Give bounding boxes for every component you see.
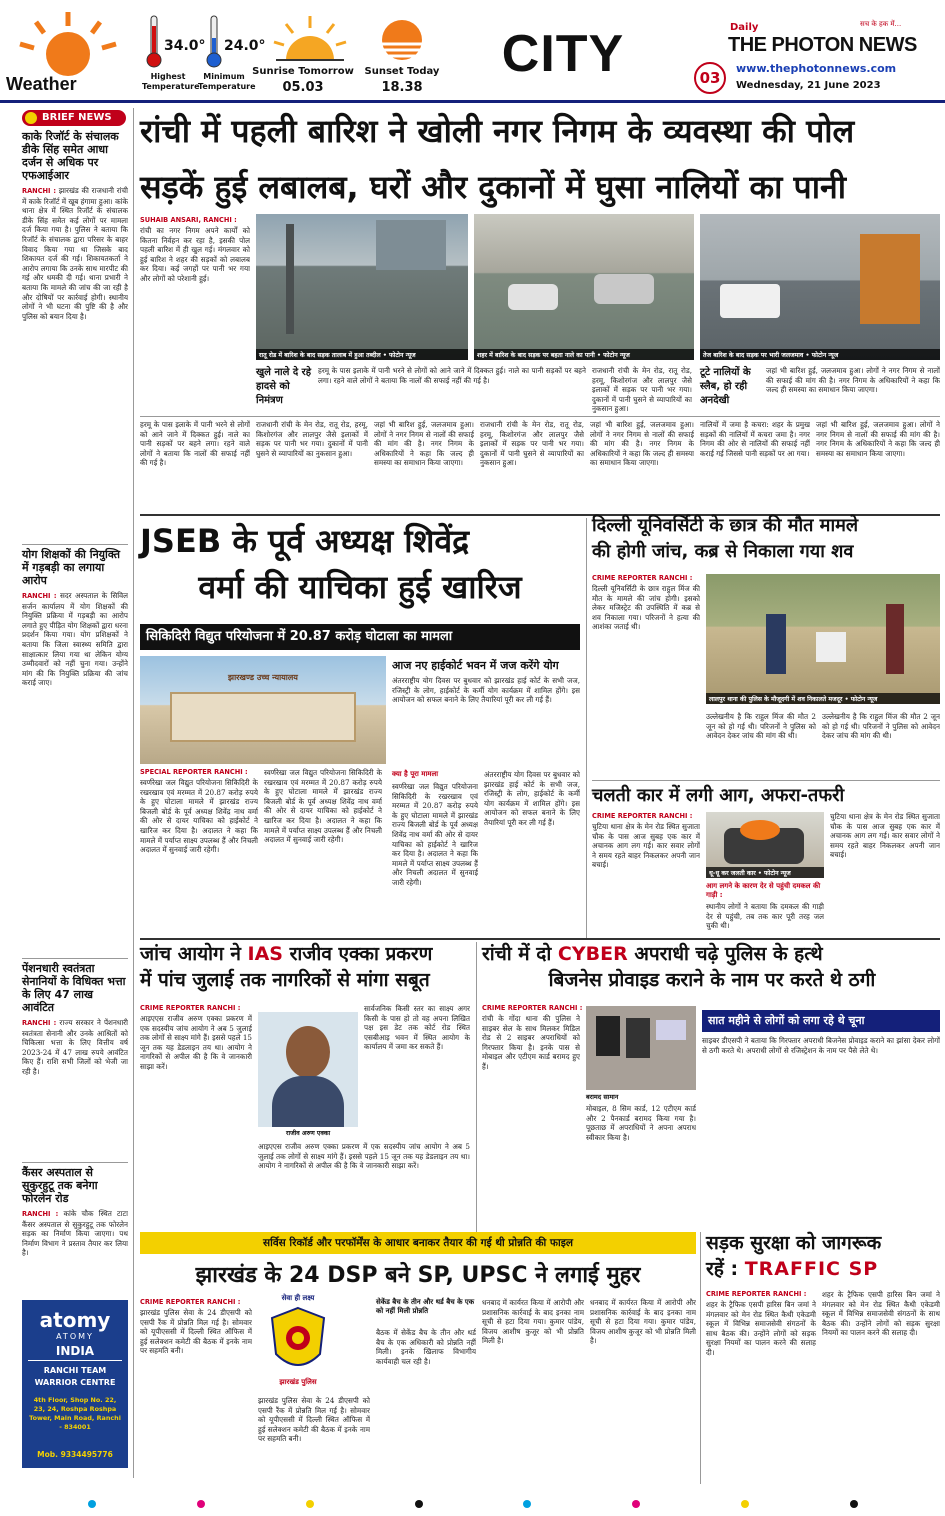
lead-col-7: राजधानी रांची के मेन रोड, रातू रोड, हरमू, किशोरगंज और लालपुर जैसे इलाकों में सड़क पर पानी भर गया। दुकानों में पानी घुसने से व्यापारियों का नुकसान हुआ। xyxy=(480,420,584,468)
ias-photo xyxy=(258,1012,358,1138)
car-subhead: आग लगने के कारण देर से पहुंची दमकल की गाड़ी : xyxy=(706,882,821,899)
police-badge-icon xyxy=(268,1306,328,1378)
cyber-side-text: साइबर डीएसपी ने बताया कि गिरफ्तार अपराधी बिजनेस प्रोवाइड कराने का झांसा देकर लोगों से ठगी करते थे। अपराधी लोगों से रजिस्ट्रेशन के नाम पर पैसे लेते थे। xyxy=(702,1036,940,1055)
lead-col-4: हरमू के पास इलाके में पानी भरने से लोगों को आने जाने में दिक्कत हुई। नाले का पानी सड़कों पर बहने लगा। रहने वाले लोगों ने बताया कि नालों की सफाई नहीं की गई है। xyxy=(140,420,250,468)
atomy-country: INDIA xyxy=(55,1344,95,1358)
lead-col-10: जहां भी बारिश हुई, जलजमाव हुआ। लोगों ने नगर निगम से नालों की सफाई की मांग की है। नगर निगम के अधिकारियों ने कहा कि जल्द ही समस्या का समाधान किया जाएगा। xyxy=(816,420,940,458)
brief-news-badge xyxy=(22,110,126,126)
atomy-line1: RANCHI TEAM xyxy=(43,1366,107,1375)
minimum-label: Minimum Temperature xyxy=(198,72,256,91)
traffic-sp-label: TRAFFIC SP xyxy=(744,1258,879,1280)
sunrise-time: 05.03 xyxy=(282,80,324,95)
ias-text: आइएएस राजीव अरुण एक्का प्रकरण में एक सदस्यीय जांच आयोग ने अब 5 जुलाई तक लोगों से साक्ष्य मांगे हैं। इससे पहले 15 जून तक यह डेडलाइन तय था। आयोग ने नागरिकों से अपील की है कि वे जानकारी साझा करें। xyxy=(140,1014,252,1071)
dsp-subhead: सेकेंड बैच के तीन और थर्ड बैच के एक को नहीं मिली प्रोन्नति xyxy=(376,1298,475,1315)
emblem-bottom-text: झारखंड पुलिस xyxy=(279,1378,317,1386)
lead-photo-1 xyxy=(256,214,468,360)
atomy-mobile: Mob. 9334495776 xyxy=(37,1450,113,1459)
cyber-photo xyxy=(586,1006,696,1090)
weather-label: Weather xyxy=(6,74,77,94)
lead-col-8: जहां भी बारिश हुई, जलजमाव हुआ। लोगों ने नगर निगम से नालों की सफाई की मांग की है। नगर निगम के अधिकारियों ने कहा कि जल्द ही समस्या का समाधान किया जाएगा। xyxy=(590,420,694,468)
sidebar-story-3 xyxy=(22,962,128,1158)
ias-text-2: सार्वजनिक किसी स्तर का साक्ष्य अगर किसी के पास हो तो वह अपना लिखित पक्ष इस डेट तक कोर्ट रोड स्थित एसबीआइ भवन में स्थित आयोग के कार्यालय में जमा कर सकते हैं। xyxy=(364,1004,470,1052)
dsp-banner: सर्विस रिकॉर्ड और परफॉर्मेंस के आधार बनाकर तैयार की गई थी प्रोन्नति की फाइल xyxy=(140,1232,696,1254)
sidebar-headline: काके रिजॉर्ट के संचालक डीके सिंह समेत आधा दर्जन से अधिक पर एफआईआर xyxy=(22,130,119,182)
headline-highlight: IAS xyxy=(247,943,283,965)
page-number: 03 xyxy=(694,62,726,94)
car-photo xyxy=(706,812,824,878)
lead-col-5: राजधानी रांची के मेन रोड, रातू रोड, हरमू, किशोरगंज और लालपुर जैसे इलाकों में सड़क पर पानी भर गया। दुकानों में पानी घुसने से व्यापारियों का नुकसान हुआ। xyxy=(256,420,368,458)
lead-photo-2 xyxy=(474,214,694,360)
jseb-text-4: अंतरराष्ट्रीय योग दिवस पर बुधवार को झारखंड हाई कोर्ट के सभी जज, रजिस्ट्री के लोग, हाईकोर्ट के कर्मी योग कार्यक्रम में शामिल होंगे। इस आयोजन को सफल बनाने के लिए तैयारियां पूरी कर ली गई हैं। xyxy=(484,770,580,827)
ias-text-3: आइएएस राजीव अरुण एक्का प्रकरण में एक सदस्यीय जांच आयोग ने अब 5 जुलाई तक लोगों से साक्ष्य मांगे हैं। इससे पहले 15 जून तक यह डेडलाइन तय था। आयोग ने नागरिकों से अपील की है कि वे जानकारी साझा करें। xyxy=(258,1142,470,1171)
sunset-icon xyxy=(372,16,432,62)
jseb-subhead: सिकिदिरी विद्युत परियोजना में 20.87 करोड़ घोटाला का मामला xyxy=(140,624,580,650)
atomy-sub: ATOMY xyxy=(56,1332,94,1341)
lead-intro: रांची का नगर निगम अपने कार्यों को कितना निर्वहन कर रहा है, इसकी पोल पहली बारिश में ही खुल गई। मंगलवार को हुई बारिश ने शहर की सड़कों को लबालब कर दिया। कई जगहों पर पानी भर गया और लोगों को परेशानी हुई। xyxy=(140,226,250,283)
headline-highlight: CYBER xyxy=(557,943,628,965)
thermometer-low-icon xyxy=(206,14,222,70)
jseb-text-1: स्वर्णरेखा जल विद्युत परियोजना सिकिदिरी के रखरखाव एवं मरम्मत में 20.87 करोड़ रुपये के हुए घोटाला मामले में झारखंड राज्य बिजली बोर्ड के पूर्व अध्यक्ष शिवेंद्र नाथ वर्मा की ओर से दायर याचिका को हाईकोर्ट ने खारिज कर दिया है। अदालत ने कहा कि मामले में पर्याप्त साक्ष्य उपलब्ध हैं और निचली अदालत में सुनवाई जारी रहेगी। xyxy=(140,778,258,855)
jseb-photo-sign: झारखण्ड उच्च न्यायालय xyxy=(228,673,298,682)
ias-headline-1: जांच आयोग ने IAS राजीव एक्का प्रकरण xyxy=(140,943,433,965)
car-text-3: स्थानीय लोगों ने बताया कि दमकल की गाड़ी देर से पहुंची, तब तक कार पूरी तरह जल चुकी थी। xyxy=(706,902,824,931)
masthead xyxy=(0,0,945,104)
cyber-headline-1: रांची में दो CYBER अपराधी चढ़े पुलिस के हत्थे xyxy=(482,943,823,965)
sidebar-story-2 xyxy=(22,548,128,949)
jseb-side-headline: आज नए हाईकोर्ट भवन में जज करेंगे योग xyxy=(392,659,559,672)
lead-col-6: जहां भी बारिश हुई, जलजमाव हुआ। लोगों ने नगर निगम से नालों की सफाई की मांग की है। नगर निगम के अधिकारियों ने कहा कि जल्द ही समस्या का समाधान किया जाएगा। xyxy=(374,420,474,468)
tagline: सच के हक में... xyxy=(860,20,902,28)
sidebar-headline: पेंशनधारी स्वतंत्रता सेनानियों के विधिक्त भत्ता के लिए 47 लाख आवंटित xyxy=(22,962,126,1014)
ias-byline: CRIME REPORTER RANCHI : xyxy=(140,1004,241,1012)
sidebar-text: RANCHI : कांके चौक स्थित टाटा कैंसर अस्पताल से सुकुरहुटू तक फोरलेन सड़क का निर्माण किया जाएगा। पथ निर्माण विभाग ने प्रस्ताव तैयार कर लिया है। xyxy=(22,1209,128,1258)
lead-photo-3-caption: तेज बारिश के बाद सड़क पर भारी जलजमाव • फोटोन न्यूज xyxy=(700,349,940,360)
sidebar-text: RANCHI : राज्य सरकार ने पेंशनधारी स्वतंत्रता सेनानी और उनके आश्रितों को चिकित्सा भत्ता के लिए वित्तीय वर्ष 2023-24 में 47 लाख रुपये आवंटित किए हैं। राशि सभी जिलों को भेजी जा रही है। xyxy=(22,1018,128,1076)
du-photo-caption: लालपुर थाना की पुलिस के मौजूदगी में शव निकालते मजदूर • फोटोन न्यूज xyxy=(706,693,940,704)
sidebar-story-4 xyxy=(22,1166,128,1305)
sidebar-text: RANCHI : झारखंड की राजधानी रांची में काके रिजॉर्ट में खूब हंगामा हुआ। कांके थाना क्षेत्र में स्थित रिजॉर्ट के संचालक डीके सिंह समेत कई लोगों पर मामला दर्ज किया गया है। पुलिस ने बताया कि रिजॉर्ट के संचालक द्वारा परिसर के बाहर विवाद किया गया था जिसके बाद शिकायत दर्ज की गई। शिकायतकर्ता ने आरोप लगाया कि उनके साथ मारपीट की गई और धमकी दी गई। थाना प्रभारी ने बताया कि मामले की जांच की जा रही है और दोषियों पर कार्रवाई होगी। स्थानीय लोगों ने भी घटना की पुष्टि की है और पुलिस को बयान दिया है। xyxy=(22,186,128,321)
car-headline: चलती कार में लगी आग, अफरा-तफरी xyxy=(592,785,845,806)
print-color-marks xyxy=(88,1500,858,1510)
cyber-photo-caption: बरामद सामान xyxy=(586,1093,619,1101)
lead-byline: SUHAIB ANSARI, RANCHI : xyxy=(140,216,237,224)
cyber-text-2: मोबाइल, 8 सिम कार्ड, 12 एटीएम कार्ड और 2 पैनकार्ड बरामद किया गया है। पूछताछ में अपराधियों ने अपना अपराध स्वीकार किया है। xyxy=(586,1104,696,1142)
sunset-time: 18.38 xyxy=(381,80,423,95)
du-text-2: उल्लेखनीय है कि राहुल मिंज की मौत 2 जून को हो गई थी। परिजनों ने पुलिस को आवेदन देकर जांच की मांग की थी। xyxy=(706,712,816,741)
section-title: CITY xyxy=(501,25,625,83)
website-link[interactable]: www.thephotonnews.com xyxy=(736,62,897,75)
du-headline-1: दिल्ली यूनिवर्सिटी के छात्र की मौत मामले xyxy=(592,515,859,536)
lead-col-1: हरमू के पास इलाके में पानी भरने से लोगों को आने जाने में दिक्कत हुई। नाले का पानी सड़कों पर बहने लगा। रहने वाले लोगों ने बताया कि नालों की सफाई नहीं की गई है। xyxy=(318,366,586,385)
jseb-byline: SPECIAL REPORTER RANCHI : xyxy=(140,768,248,776)
jseb-text-2: स्वर्णरेखा जल विद्युत परियोजना सिकिदिरी के रखरखाव एवं मरम्मत में 20.87 करोड़ रुपये के हुए घोटाला मामले में झारखंड राज्य बिजली बोर्ड के पूर्व अध्यक्ष शिवेंद्र नाथ वर्मा की ओर से दायर याचिका को हाईकोर्ट ने खारिज कर दिया है। अदालत ने कहा कि मामले में पर्याप्त साक्ष्य उपलब्ध हैं और निचली अदालत में सुनवाई जारी रहेगी। xyxy=(264,768,382,845)
atomy-line2: WARRIOR CENTRE xyxy=(34,1378,116,1387)
car-text-2: चुटिया थाना क्षेत्र के मेन रोड स्थित सुजाता चौक के पास आज सुबह एक कार में अचानक आग लग गई। कार सवार लोगों ने समय रहते बाहर निकलकर अपनी जान बचाई। xyxy=(830,812,940,860)
traffic-headline-1: सड़क सुरक्षा को जागरूक xyxy=(706,1232,882,1254)
lead-headline-1: रांची में पहली बारिश ने खोली नगर निगम के व्यवस्था की पोल xyxy=(140,112,855,150)
atomy-address: 4th Floor, Shop No. 22, 23, 24, Roshpa Roshpa Tower, Main Road, Ranchi - 834001 xyxy=(29,1396,121,1431)
lead-col-3: जहां भी बारिश हुई, जलजमाव हुआ। लोगों ने नगर निगम से नालों की सफाई की मांग की है। नगर निगम के अधिकारियों ने कहा कि जल्द ही समस्या का समाधान किया जाएगा। xyxy=(766,366,940,395)
dsp-headline: झारखंड के 24 DSP बने SP, UPSC ने लगाई मुहर xyxy=(195,1263,641,1288)
du-headline-2: की होगी जांच, कब्र से निकाला गया शव xyxy=(592,541,854,562)
jseb-case-label: क्या है पूरा मामला xyxy=(392,770,439,778)
dsp-text-5: धनबाद में कार्यरत किया में आरोपी और प्रशासनिक कार्रवाई के बाद इनका नाम सूची से हटा दिया गया। कुमार पांडेय, विजय आशीष कुजूर को भी प्रोन्नति मिली है। xyxy=(590,1298,696,1346)
sunset-label: Sunset Today xyxy=(364,66,440,77)
cyber-byline: CRIME REPORTER RANCHI : xyxy=(482,1004,583,1012)
traffic-headline-2: रहें : TRAFFIC SP xyxy=(706,1258,879,1280)
ias-headline-2: में पांच जुलाई तक नागरिकों से मांगा सबूत xyxy=(140,969,430,991)
lead-pullquote-2: टूटे नालियों के स्लैब, हो रही अनदेखी xyxy=(700,367,751,406)
lead-col-9: नालियों में जमा है कचरा: शहर के प्रमुख सड़कों की नालियों में कचरा जमा है। नगर निगम की ओर से नालियों की सफाई नहीं कराई गई जिससे पानी सड़कों पर आ गया। xyxy=(700,420,810,458)
dsp-text-3: बैठक में सेकेंड बैच के तीन और थर्ड बैच के एक अधिकारी को प्रोन्नति नहीं मिली। इनके खिलाफ विभागीय कार्यवाही चल रही है। xyxy=(376,1328,476,1366)
sidebar-headline: कैंसर अस्पताल से सुकुरहुटू तक बनेगा फोरलेन रोड xyxy=(22,1166,98,1205)
lead-pullquote-1: खुले नाले दे रहे हादसे को निमंत्रण xyxy=(256,367,312,406)
atomy-ad[interactable] xyxy=(22,1300,128,1468)
sunrise-label: Sunrise Tomorrow xyxy=(252,66,354,77)
dsp-text: झारखंड पुलिस सेवा के 24 डीएसपी को एसपी रैंक में प्रोन्नति मिल गई है। सोमवार को यूपीएससी में दिल्ली स्थित ऑफिस में हुई सलेक्शन कमेटी की बैठक में इनके नाम पर सहमति बनी। xyxy=(140,1308,252,1356)
lead-photo-2-caption: शहर में बारिश के बाद सड़क पर बहता नाले का पानी • फोटोन न्यूज xyxy=(474,349,694,360)
lead-photo-1-caption: रातू रोड में बारिश के बाद सड़क तालाब में हुआ तब्दील • फोटोन न्यूज xyxy=(256,349,468,360)
ias-photo-caption: राजीव अरुण एक्का xyxy=(258,1127,358,1138)
minimum-value: 24.0° xyxy=(224,38,266,54)
sidebar-text: RANCHI : सदर अस्पताल के सिविल सर्जन कार्यालय में योग शिक्षकों की नियुक्ति प्रक्रिया में गड़बड़ी का आरोप लगाते हुए पीड़ित योग शिक्षकों द्वारा धरना प्रदर्शन किया गया। योग प्रशिक्षकों ने बताया कि जिला स्वास्थ्य समिति द्वारा साक्षात्कार लिया गया था लेकिन योग्य उम्मीदवारों को नहीं चुना गया। उन्होंने मांग की कि नियुक्ति प्रक्रिया की जांच कराई जाए। xyxy=(22,591,128,688)
cyber-text: रांची के गोंदा थाना की पुलिस ने साइबर सेल के साथ मिलकर मिडिल रोड से 2 साइबर अपराधियों को गिरफ्तार किया है। इनके पास से मोबाइल और एटीएम कार्ड बरामद हुए हैं। xyxy=(482,1014,580,1071)
lead-headline-2: सड़कें हुई लबालब, घरों और दुकानों में घुसा नालियों का पानी xyxy=(140,168,847,206)
brief-news-label: BRIEF NEWS xyxy=(42,112,112,123)
du-text: दिल्ली यूनिवर्सिटी के छात्र राहुल मिंज की मौत के मामले की जांच होगी। इसको लेकर मजिस्ट्रेट की उपस्थिति में कब्र से शव निकाला गया। परिजनों ने हत्या की आशंका जताई थी। xyxy=(592,584,700,632)
traffic-byline: CRIME REPORTER RANCHI : xyxy=(706,1290,807,1298)
jseb-headline-2: वर्मा की याचिका हुई खारिज xyxy=(198,568,522,606)
traffic-text-2: शहर के ट्रैफिक एसपी हारिस बिन जमां ने मंगलवार को मेन रोड स्थित कैथी एकेडमी स्कूल में विभिन्न समाजसेवी संगठनों के साथ बैठक की। उन्होंने लोगों को सड़क सुरक्षा नियमों का पालन करने की सलाह दी। xyxy=(822,1290,940,1338)
atomy-logo: atomy xyxy=(39,1308,111,1332)
du-byline: CRIME REPORTER RANCHI : xyxy=(592,574,693,582)
emblem-top-text: सेवा ही लक्ष्य xyxy=(281,1294,315,1302)
daily-label: Daily xyxy=(730,22,759,33)
sidebar-story-1 xyxy=(22,130,128,566)
highest-value: 34.0° xyxy=(164,38,206,54)
lead-photo-3 xyxy=(700,214,940,360)
jseb-side-text: अंतरराष्ट्रीय योग दिवस पर बुधवार को झारखंड हाई कोर्ट के सभी जज, रजिस्ट्री के लोग, हाईकोर्ट के कर्मी योग कार्यक्रम में शामिल होंगे। इस आयोजन को सफल बनाने के लिए तैयारियां पूरी कर ली गई हैं। xyxy=(392,676,580,705)
lead-col-2: राजधानी रांची के मेन रोड, रातू रोड, हरमू, किशोरगंज और लालपुर जैसे इलाकों में सड़क पर पानी भर गया। दुकानों में पानी घुसने से व्यापारियों का नुकसान हुआ। xyxy=(592,366,692,414)
du-text-3: उल्लेखनीय है कि राहुल मिंज की मौत 2 जून को हो गई थी। परिजनों ने पुलिस को आवेदन देकर जांच की मांग की थी। xyxy=(822,712,940,741)
jseb-text-3: स्वर्णरेखा जल विद्युत परियोजना सिकिदिरी के रखरखाव एवं मरम्मत में 20.87 करोड़ रुपये के हुए घोटाला मामले में झारखंड राज्य बिजली बोर्ड के पूर्व अध्यक्ष शिवेंद्र नाथ वर्मा की ओर से दायर याचिका को हाईकोर्ट ने खारिज कर दिया है। अदालत ने कहा कि मामले में पर्याप्त साक्ष्य उपलब्ध हैं और निचली अदालत में सुनवाई जारी रहेगी। xyxy=(392,782,478,887)
jseb-photo xyxy=(140,656,386,764)
jharkhand-police-emblem xyxy=(258,1294,338,1392)
thermometer-high-icon xyxy=(146,14,162,70)
car-text: चुटिया थाना क्षेत्र के मेन रोड स्थित सुजाता चौक के पास आज सुबह एक कार में अचानक आग लग गई। कार सवार लोगों ने समय रहते बाहर निकलकर अपनी जान बचाई। xyxy=(592,822,700,870)
paper-name: THE PHOTON NEWS xyxy=(728,34,917,56)
dsp-text-2: झारखंड पुलिस सेवा के 24 डीएसपी को एसपी रैंक में प्रोन्नति मिल गई है। सोमवार को यूपीएससी में दिल्ली स्थित ऑफिस में हुई सलेक्शन कमेटी की बैठक में इनके नाम पर सहमति बनी। xyxy=(258,1396,370,1444)
jseb-headline-1: JSEB के पूर्व अध्यक्ष शिवेंद्र xyxy=(140,522,470,560)
issue-date: Wednesday, 21 June 2023 xyxy=(736,80,881,91)
car-photo-caption: धू-धू कर जलती कार • फोटोन न्यूज xyxy=(706,867,824,878)
dsp-text-4: धनबाद में कार्यरत किया में आरोपी और प्रशासनिक कार्रवाई के बाद इनका नाम सूची से हटा दिया गया। कुमार पांडेय, विजय आशीष कुजूर को भी प्रोन्नति मिली है। xyxy=(482,1298,584,1346)
brief-news-icon xyxy=(25,112,37,124)
du-photo xyxy=(706,574,940,704)
sidebar-headline: योग शिक्षकों की नियुक्ति में गड़बड़ी का लगाया आरोप xyxy=(22,548,121,587)
traffic-text-1: शहर के ट्रैफिक एसपी हारिस बिन जमां ने मंगलवार को मेन रोड स्थित कैथी एकेडमी स्कूल में विभिन्न समाजसेवी संगठनों के साथ बैठक की। उन्होंने लोगों को सड़क सुरक्षा नियमों का पालन करने की सलाह दी। xyxy=(706,1300,816,1357)
sidebar-dateline: RANCHI : xyxy=(22,187,56,195)
cyber-headline-2: बिजनेस प्रोवाइड कराने के नाम पर करते थे ठगी xyxy=(548,969,876,991)
car-byline: CRIME REPORTER RANCHI : xyxy=(592,812,693,820)
masthead-rule xyxy=(0,100,945,103)
dsp-byline: CRIME REPORTER RANCHI : xyxy=(140,1298,241,1306)
highest-label: Highest Temperature xyxy=(142,72,200,91)
cyber-side-headline: सात महीने से लोगों को लगा रहे थे चूना xyxy=(702,1010,940,1032)
sunrise-icon xyxy=(272,14,348,62)
